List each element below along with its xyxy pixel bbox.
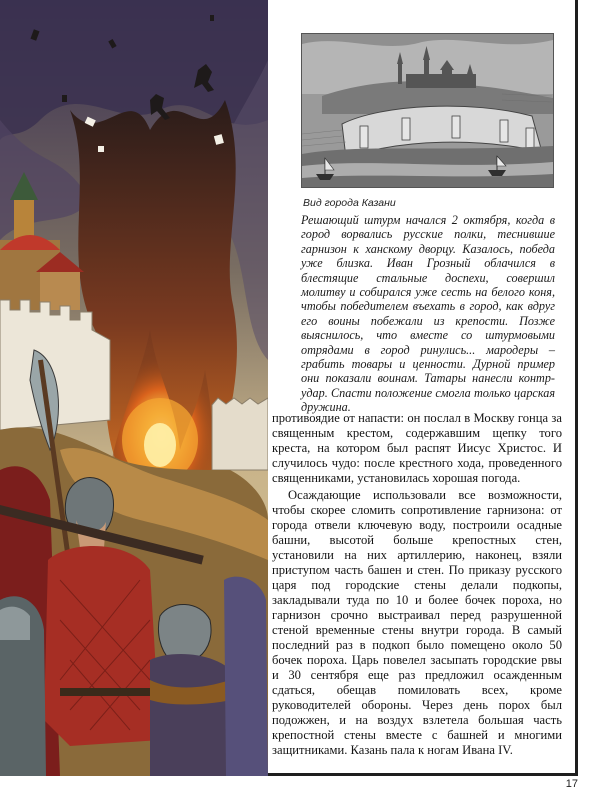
main-body-text [272,411,562,758]
kazan-engraving [301,33,554,188]
sidebar-paragraph: Решающий штурм начался 2 октября, когда в город ворвались русские полки, теснившие гарнизон к ханскому дворцу. Казалось, победа уже близка. Иван Грозный облачился в блестящие стальные доспехи, совершил молитву и собирался уже сесть на белого коня, чтобы победителем въехать в город, как вдруг его воины побежали из крепости. Позже выяснилось, что вместе со штурмовыми отрядами в город ринулись... мародеры – грабить товары и ценности. Дурной пример они показали воинам. Татары нанесли контр-удар. Спасти положение смогла только царская дружина. [301,213,555,415]
siege-explosion-illustration [0,0,268,776]
body-paragraph-1: противоядие от напасти: он послал в Москву гонца за священным крестом, содержавшим щепку того креста, на котором был распят Иисус Христос. И случилось чудо: после крестного хода, проведенного священниками, установилась хорошая погода. [272,411,562,485]
page-number: 17 [565,778,578,790]
sidebar-story-text [301,213,555,415]
body-paragraph-2: Осаждающие использовали все возможности, чтобы скорее сломить сопротивление гарнизона: от города отвели ключевую воду, построили осадные башни, высотой больше крепостных стен, установили на них артиллерию, наконец, взяли приступом часть башен и стен. По приказу русского царя под городские стены делали подкопы, закладывали туда по 10 и более бочек пороха, но гарнизон срочно выстраивал перед разрушенной стеной временные стены внутри города. В самый последний раз в подкоп было помещено около 50 бочек пороха. Царь повелел засыпать городские рвы и 30 сентября еще раз предложил осажденным сдаться, обещав помиловать всех, кроме руководителей обороны. Через день порох был подожжен, и на воздух взлетела большая часть крепостной стены вместе с башней и многими защитниками. Казань пала к ногам Ивана IV. [272,488,562,757]
engraving-caption: Вид города Казани [303,197,396,209]
